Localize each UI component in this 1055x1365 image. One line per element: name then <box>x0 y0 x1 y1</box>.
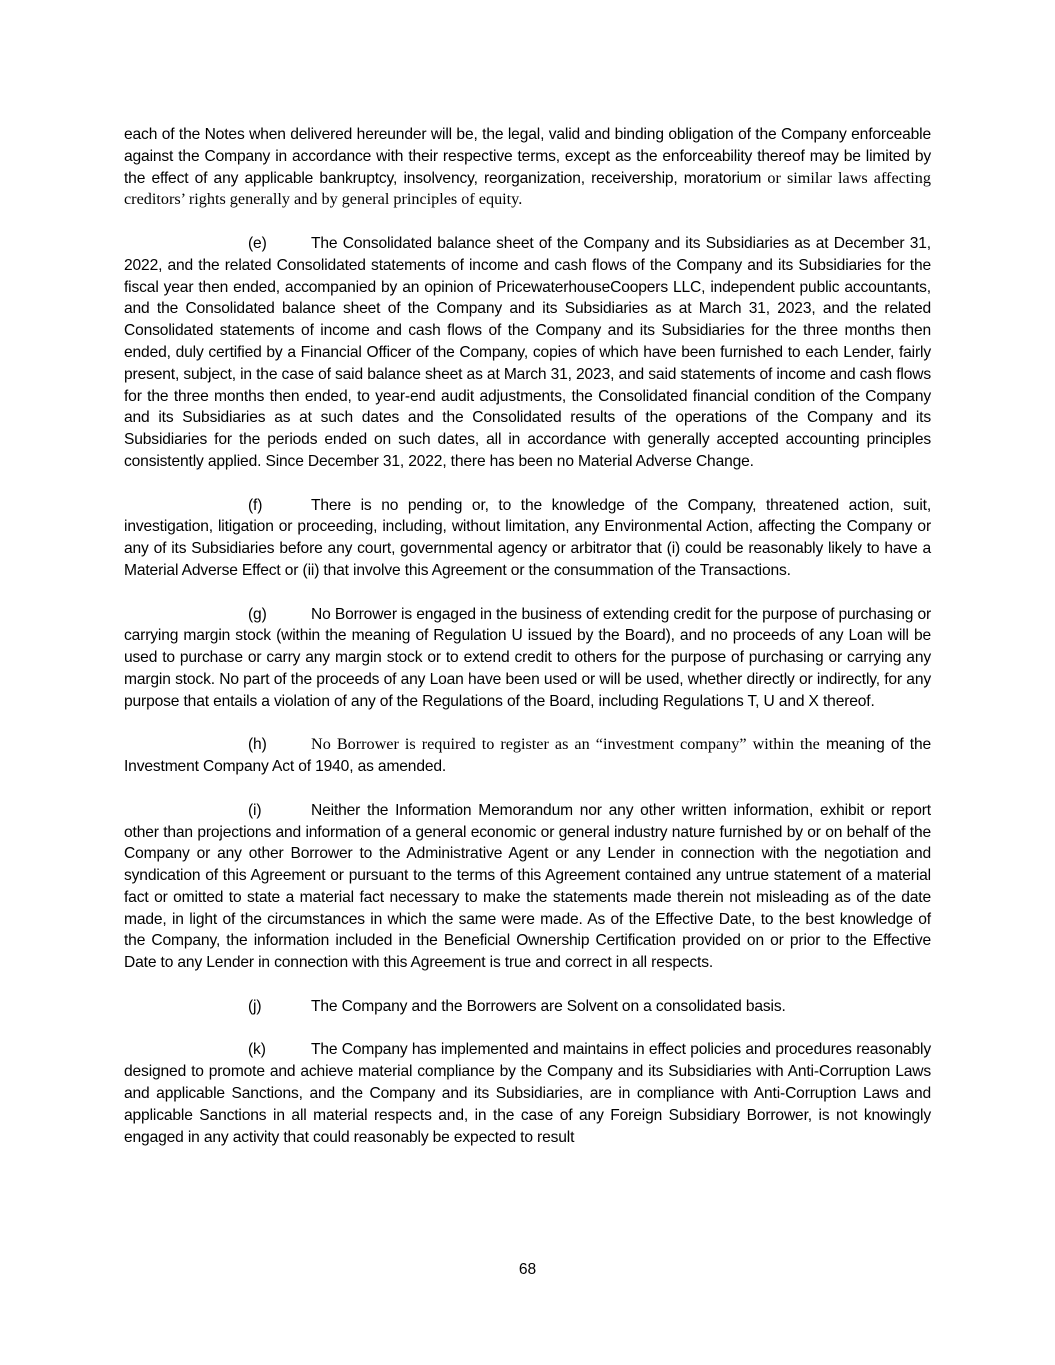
section-text-i: Neither the Information Memorandum nor any other written information, exhibit or report other than projections and information of a general economic or general industry nature furnished by or on behalf of the Company or any other Borrower to the Administrative Agent or any Lender in connection with the negotiation and syndication of this Agreement or pursuant to the terms of this Agreement contained any untrue statement of a material fact or omitted to state a material fact necessary to make the statements made therein not misleading as of the date made, in light of the circumstances in which the same were made. As of the Effective Date, to the best knowledge of the Company, the information included in the Beneficial Ownership Certification provided on or prior to the Effective Date to any Lender in connection with this Agreement is true and correct in all respects. <box>124 801 931 972</box>
section-text-k: The Company has implemented and maintains in effect policies and procedures reasonably designed to promote and achieve material compliance by the Company and its Subsidiaries with Anti-Corruption Laws and applicable Sanctions, and the Company and its Subsidiaries, are in compliance with Anti-Corruption Laws and applicable Sanctions in all material respects and, in the case of any Foreign Subsidiary Borrower, is not knowingly engaged in any activity that could reasonably be expected to result <box>124 1041 931 1146</box>
section-text-j: The Company and the Borrowers are Solvent on a consolidated basis. <box>311 997 786 1015</box>
section-label-j: (j) <box>248 997 262 1015</box>
paragraph-g <box>124 604 931 713</box>
paragraph-f <box>124 495 931 582</box>
section-text-e: The Consolidated balance sheet of the Company and its Subsidiaries as at December 31, 2022, and the related Consolidated statements of income and cash flows of the Company and its Subsidiaries for the fiscal year then ended, accompanied by an opinion of PricewaterhouseCoopers LLC, independent public accountants, and the Consolidated balance sheet of the Company and its Subsidiaries as at March 31, 2023, and the related Consolidated statements of income and cash flows of the Company and its Subsidiaries for the three months then ended, duly certified by a Financial Officer of the Company, copies of which have been furnished to each Lender, fairly present, subject, in the case of said balance sheet as at March 31, 2023, and said statements of income and cash flows for the three months then ended, to year-end audit adjustments, the Consolidated financial condition of the Company and its Subsidiaries as at such dates and the Consolidated results of the operations of the Company and its Subsidiaries for the periods ended on such dates, all in accordance with generally accepted accounting principles consistently applied. Since December 31, 2022, there has been no Material Adverse Change. <box>124 234 931 470</box>
paragraph-h <box>124 734 931 778</box>
section-label-i: (i) <box>248 801 262 819</box>
section-text-f: There is no pending or, to the knowledge of the Company, threatened action, suit, investigation, litigation or proceeding, including, without limitation, any Environmental Action, affecting the Company or any of its Subsidiaries before any court, governmental agency or arbitrator that (i) could be reasonably likely to have a Material Adverse Effect or (ii) that involve this Agreement or the consummation of the Transactions. <box>124 496 931 579</box>
intro-text-serif: or similar laws affecting creditors’ rights generally and by general principles of equity. <box>124 168 931 209</box>
page-number: 68 <box>518 1261 537 1278</box>
section-label-f: (f) <box>248 496 263 514</box>
section-label-k: (k) <box>248 1041 266 1059</box>
paragraph-intro <box>124 124 931 211</box>
section-label-h: (h) <box>248 736 267 754</box>
section-text-h-serif: No Borrower is required to register as an “investment company” within the <box>311 735 820 754</box>
document-page <box>124 124 931 1170</box>
intro-text: each of the Notes when delivered hereunder will be, the legal, valid and binding obligation of the Company enforceable against the Company in accordance with their respective terms, except as the enforceability thereof may be limited by the effect of any applicable bankruptcy, insolvency, reorganization, receivership, moratorium <box>124 126 931 187</box>
paragraph-e <box>124 233 931 473</box>
section-label-g: (g) <box>248 605 267 623</box>
section-text-h: meaning of the Investment Company Act of 1940, as amended. <box>124 736 931 776</box>
paragraph-i <box>124 800 931 974</box>
paragraph-j <box>124 996 931 1018</box>
section-label-e: (e) <box>248 234 267 252</box>
section-text-g: No Borrower is engaged in the business of extending credit for the purpose of purchasing or carrying margin stock (within the meaning of Regulation U issued by the Board), and no proceeds of any Loan will be used to purchase or carry any margin stock or to extend credit to others for the purpose of purchasing or carrying any margin stock. No part of the proceeds of any Loan have been used or will be used, whether directly or indirectly, for any purpose that entails a violation of any of the Regulations of the Board, including Regulations T, U and X thereof. <box>124 605 932 710</box>
paragraph-k <box>124 1039 931 1148</box>
